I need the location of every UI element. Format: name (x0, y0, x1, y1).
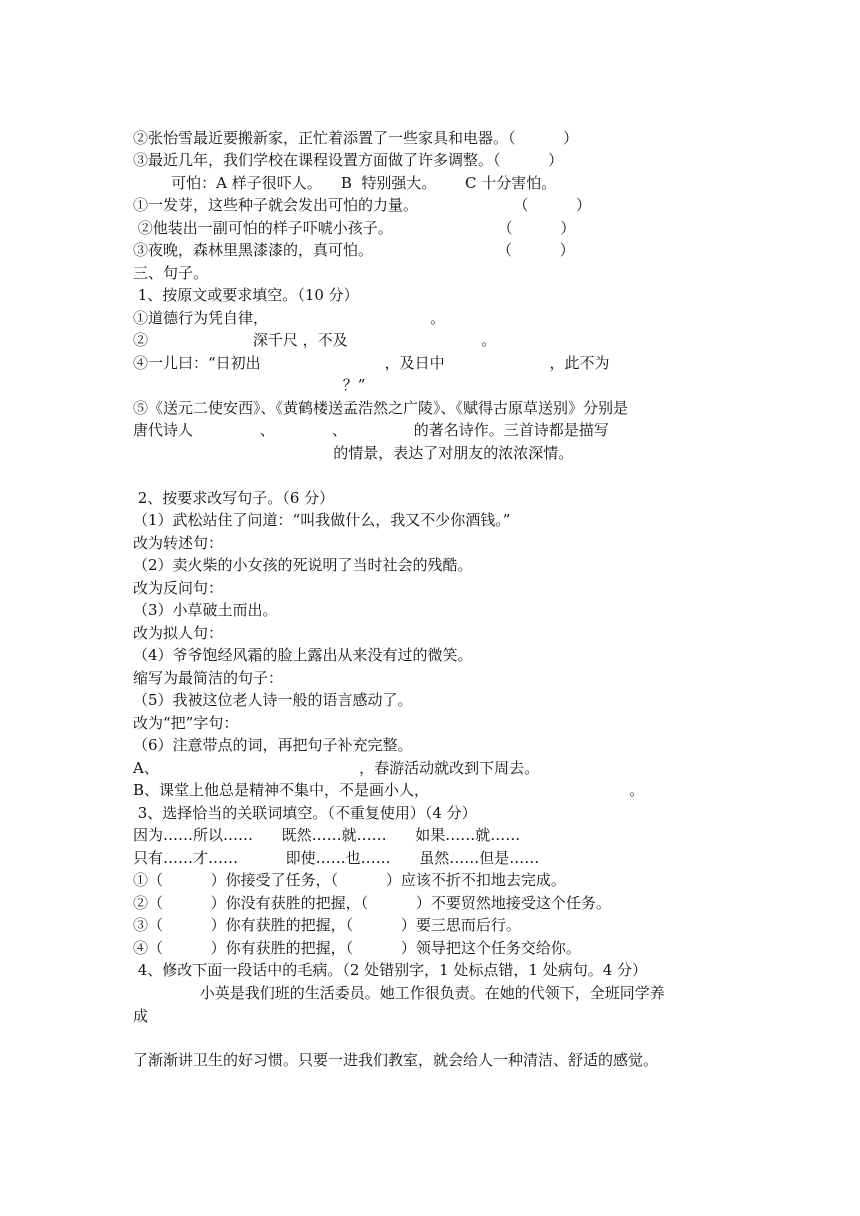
question-heading: 2、按要求改写句子。（6 分） (133, 489, 335, 507)
text-line: ③夜晚，森林里黑漆漆的，真可怕。 （ ） (133, 241, 575, 259)
text-line: 可怕：A 样子很吓人。 B 特别强大。 C 十分害怕。 (133, 174, 557, 192)
text-line: ②（ ）你没有获胜的把握，（ ）不要贸然地接受这个任务。 (133, 894, 611, 912)
text-line: 只有……才…… 即使……也…… 虽然……但是…… (133, 849, 540, 867)
text-line: （2）卖火柴的小女孩的死说明了当时社会的残酷。 (133, 556, 473, 574)
text-line: ④一儿曰：“日初出 ，及日中 ，此不为 (133, 354, 610, 372)
text-line: ③最近几年，我们学校在课程设置方面做了许多调整。（ ） (133, 151, 564, 169)
text-line: 改为“把”字句： (133, 714, 239, 732)
text-line: ①一发芽，这些种子就会发出可怕的力量。 （ ） (133, 196, 592, 214)
question-heading: 3、选择恰当的关联词填空。（不重复使用）（4 分） (133, 804, 477, 822)
text-line: 因为……所以…… 既然……就…… 如果……就…… (133, 826, 521, 844)
text-line: （5）我被这位老人诗一般的语言感动了。 (133, 691, 413, 709)
text-line: ？” (133, 376, 366, 394)
text-line: （1）武松站住了问道：“叫我做什么，我又不少你酒钱。” (133, 511, 511, 529)
text-line: ②张怡雪最近要搬新家，正忙着添置了一些家具和电器。（ ） (133, 129, 579, 147)
text-line: B、课堂上他总是精神不集中，不是画小人， 。 (133, 781, 645, 799)
text-line: 改为转述句： (133, 534, 224, 552)
text-line: ③（ ）你有获胜的把握，（ ）要三思而后行。 (133, 916, 521, 934)
text-line: ② 深千尺 ，不及 。 (133, 331, 497, 349)
text-line: 缩写为最简洁的句子： (133, 669, 284, 687)
text-line: 的情景，表达了对朋友的浓浓深情。 (133, 444, 574, 462)
text-line: ④（ ）你有获胜的把握，（ ）领导把这个任务交给你。 (133, 939, 581, 957)
text-line: A、 ，春游活动就改到下周去。 (133, 759, 540, 777)
text-line: ⑤《送元二使安西》、《黄鹤楼送孟浩然之广陵》、《赋得古原草送别》分别是 (133, 399, 629, 417)
text-line: 改为拟人句： (133, 624, 224, 642)
text-line: 成 (133, 1007, 149, 1025)
text-line: ①道德行为凭自律， 。 (133, 309, 446, 327)
text-line: 小英是我们班的生活委员。她工作很负责。在她的代领下，全班同学养 (133, 984, 665, 1002)
text-line: （6）注意带点的词，再把句子补充完整。 (133, 736, 413, 754)
text-line: （4）爷爷饱经风霜的脸上露出从来没有过的微笑。 (133, 646, 473, 664)
text-line: 了渐渐讲卫生的好习惯。只要一进我们教室，就会给人一种清洁、舒适的感觉。 (133, 1051, 659, 1069)
text-line: 唐代诗人 、 、 的著名诗作。三首诗都是描写 (133, 421, 609, 439)
question-heading: 4、修改下面一段话中的毛病。（2 处错别字，1 处标点错，1 处病句。4 分） (133, 961, 648, 979)
section-heading: 三、句子。 (133, 264, 209, 282)
text-line: ②他装出一副可怕的样子吓唬小孩子。 （ ） (133, 219, 576, 237)
text-line: 改为反问句： (133, 579, 224, 597)
question-heading: 1、按原文或要求填空。（10 分） (133, 286, 359, 304)
text-line: ①（ ）你接受了任务，（ ）应该不折不扣地去完成。 (133, 871, 566, 889)
text-line: （3）小草破土而出。 (133, 601, 278, 619)
